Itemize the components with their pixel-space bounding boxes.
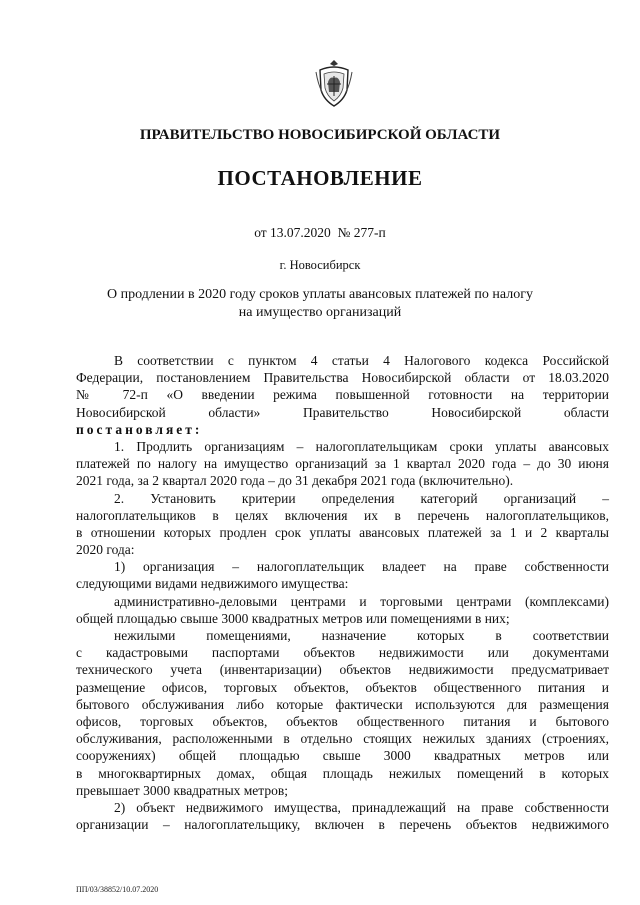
document-subject — [0, 286, 640, 322]
body-line: следующими видами недвижимого имущества: — [76, 576, 349, 592]
body-line: размещение офисов, торговых объектов, объектов общественного питания и — [76, 679, 609, 695]
body-line: обслуживания, расположенными в отдельно стоящих нежилых зданиях (строениях, — [76, 731, 609, 747]
document-body — [76, 352, 609, 833]
body-line: 2021 года, за 2 квартал 2020 года – до 31 декабря 2021 года (включительно). — [76, 473, 514, 489]
city: г. Новосибирск — [279, 258, 361, 272]
body-line: в многоквартирных домах, общая площадь нежилых помещений в которых — [76, 765, 609, 781]
body-line: платежей по налогу на имущество организаций за 1 квартал 2020 года – до 30 июня — [76, 456, 609, 472]
body-line: бытового обслуживания либо которые фактически используются для размещения — [76, 696, 609, 712]
body-line: № 72-п «О введении режима повышенной готовности на территории — [76, 387, 609, 403]
body-line: В соответствии с пунктом 4 статьи 4 Налогового кодекса Российской — [114, 353, 609, 368]
body-line: общей площадью свыше 3000 квадратных метров или помещениями в них; — [76, 610, 510, 626]
coat-of-arms-icon — [314, 58, 354, 108]
body-line: с кадастровыми паспортами объектов недвижимости или документами — [76, 645, 609, 661]
body-line: 1. Продлить организациям – налогоплательщикам сроки уплаты авансовых — [114, 438, 609, 454]
body-line: Федерации, постановлением Правительства Новосибирской области от 18.03.2020 — [76, 370, 609, 386]
document-code: ПП/03/38852/10.07.2020 — [76, 885, 159, 894]
body-line: офисов, торговых объектов, объектов общественного питания и бытового — [76, 713, 609, 729]
decree-word — [76, 421, 609, 438]
body-line: сооружениях) общей площадью свыше 3000 квадратных метров или — [76, 748, 609, 764]
decree-word-text: постановляет: — [76, 421, 203, 437]
document-type: ПОСТАНОВЛЕНИЕ — [217, 166, 423, 190]
body-line: налогоплательщиков в целях включения их в перечень налогоплательщиков, — [76, 507, 609, 523]
body-line: 1) организация – налогоплательщик владеет на праве собственности — [114, 559, 609, 575]
body-line: организации – налогоплательщику, включен в перечень объектов недвижимого — [76, 817, 609, 833]
body-line: технического учета (инвентаризации) объектов недвижимости предусматривает — [76, 662, 609, 678]
subject-line: О продлении в 2020 году сроков уплаты авансовых платежей по налогу — [107, 287, 533, 302]
body-line: 2) объект недвижимого имущества, принадлежащий на праве собственности — [114, 799, 609, 815]
date-and-number: от 13.07.2020 № 277-п — [254, 225, 386, 240]
body-line: 2. Установить критерии определения категорий организаций – — [114, 490, 609, 506]
body-line: 2020 года: — [76, 542, 135, 558]
agency-title: ПРАВИТЕЛЬСТВО НОВОСИБИРСКОЙ ОБЛАСТИ — [139, 127, 501, 143]
body-line: в отношении которых продлен срок уплаты авансовых платежей за 1 и 2 кварталы — [76, 524, 609, 540]
body-line: превышает 3000 квадратных метров; — [76, 782, 288, 798]
body-line: административно-деловыми центрами и торговыми центрами (комплексами) — [114, 593, 609, 609]
subject-line: на имущество организаций — [238, 305, 402, 320]
body-line: Новосибирской области» Правительство Новосибирской области — [76, 404, 609, 420]
body-line: нежилыми помещениями, назначение которых в соответствии — [114, 628, 609, 643]
